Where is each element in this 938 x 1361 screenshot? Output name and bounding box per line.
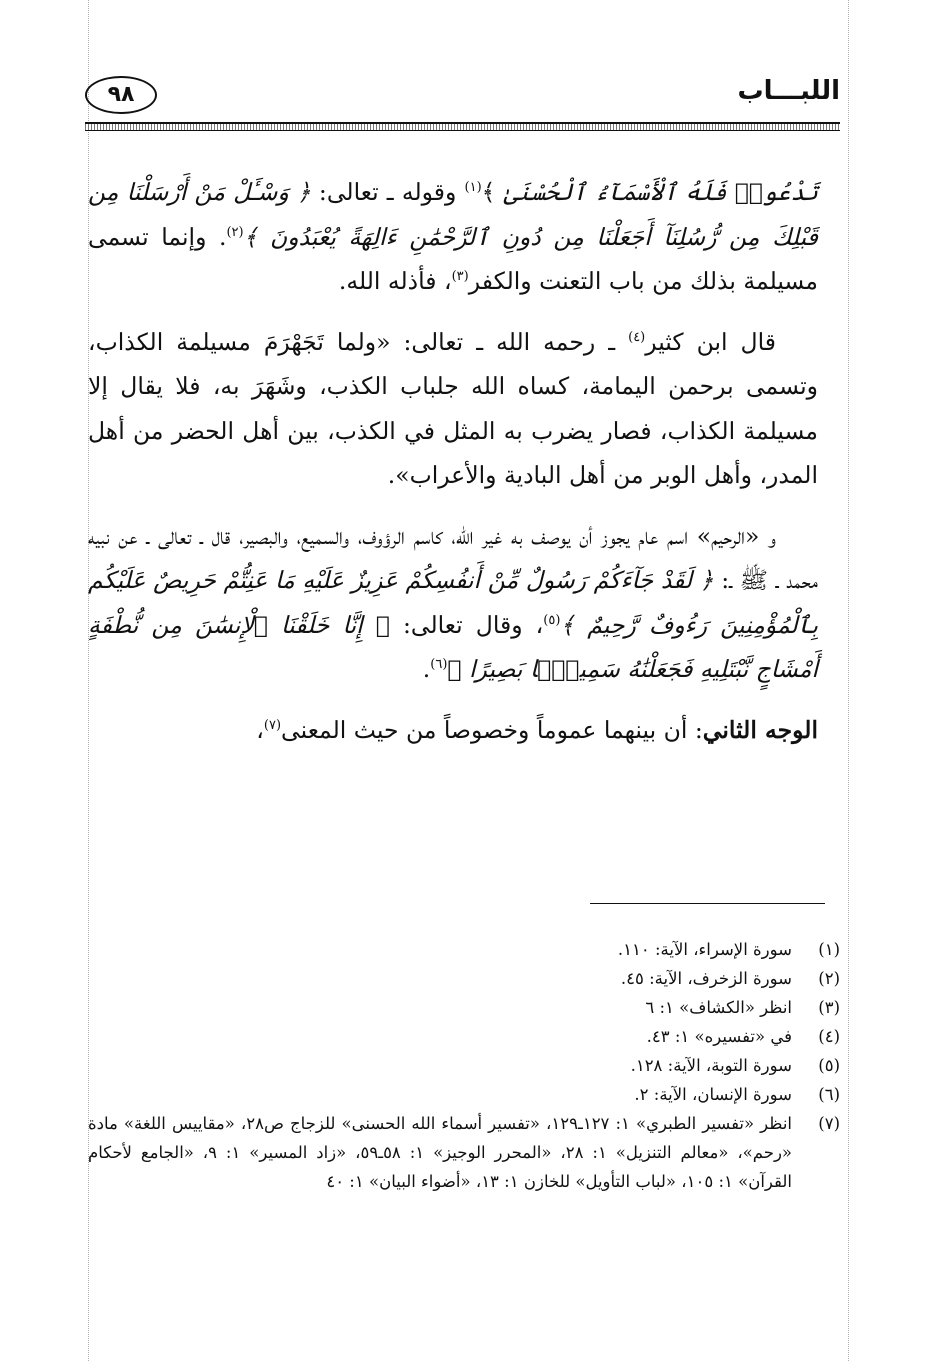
paragraph-text: قال ابن كثير [645,327,777,356]
footnote-ref: (١) [464,180,482,196]
paragraph-4 [88,708,818,753]
paragraph-text: . وإنما تسمى مسيلمة بذلك من باب التعنت والكفر [88,222,818,295]
running-title: اللبـــاب [737,76,840,106]
footnote-separator [590,903,825,904]
paragraph-text: ، وقال تعالى: [389,610,544,639]
footnote-ref: (٤) [628,329,646,345]
footnote [88,1051,840,1080]
paragraph-text: و «الرحيم» اسم عام يجوز أن يوصف به غير الله، كاسم الرؤوف، والسميع، والبصير، قال ـ تعالى ـ عن نبيه محمد ـ ﷺ ـ: [88,521,818,594]
footnote-text: في «تفسيره» ١: ٤٣. [646,1027,792,1046]
quran-verse: ﴿ وَسْـَٔلْ مَنْ أَرْسَلْنَا مِن قَبْلِكَ مِن رُّسُلِنَآ أَجَعَلْنَا مِن دُونِ ٱلرَّحْمَٰنِ ءَالِهَةً يُعْبَدُونَ ﴾ [88,178,818,251]
footnote-text: سورة الإسراء، الآية: ١١٠. [617,940,792,959]
footnote-text: سورة الزخرف، الآية: ٤٥. [620,969,792,988]
footnote-number: (٢) [818,969,840,988]
paragraph-text: : أن بينهما عموماً وخصوصاً من حيث المعنى [281,715,703,744]
paragraph-text: ، فأذله الله. [338,267,452,295]
footnote-number: (٣) [818,998,840,1017]
footnote-text: انظر «الكشاف» ١: ٦ [645,998,792,1017]
footnote-text: سورة الإنسان، الآية: ٢. [634,1085,792,1104]
footnote-number: (٦) [818,1085,840,1104]
footnote-text: انظر «تفسير الطبري» ١: ١٢٧ـ١٢٩، «تفسير أسماء الله الحسنى» للزجاج ص٢٨، «مقاييس اللغة» مادة «رحم»، «معالم التنزيل» ١: ٢٨، «المحرر الوجيز» ١: ٥٨ـ٥٩، «زاد المسير» ١: ٩، «الجامع لأحكام القرآن» ١: ١٠٥، «لباب التأويل» للخازن ١: ١٣، «أضواء البيان» ١: ٤٠ [88,1114,793,1191]
footnote-text: سورة التوبة، الآية: ١٢٨. [630,1056,792,1075]
paragraph-text: ، [256,715,264,744]
footnote-ref: (٣) [451,269,469,285]
paragraph-2 [88,320,818,498]
footnote [88,1022,840,1051]
header-rule [85,122,840,131]
footnote [88,993,840,1022]
quran-verse: ﴿ إِنَّا خَلَقْنَا ٱلْإِنسَٰنَ مِن نُّطْفَةٍ أَمْشَاجٍ نَّبْتَلِيهِ فَجَعَلْنَٰهُ سَمِيعًۢا بَصِيرًا ﴾ [88,610,818,683]
section-heading: الوجه الثاني [702,715,818,744]
page-header [85,68,840,118]
footnote-ref: (٥) [543,612,561,628]
footnote [88,1080,840,1109]
footnote-ref: (٢) [226,224,244,240]
paragraph-text: . [422,655,431,683]
paragraph-3 [88,514,818,692]
paragraph-text: وقوله ـ تعالى: [310,178,465,206]
footnote-number: (٤) [818,1027,840,1046]
quran-verse: ﴿ لَقَدْ جَآءَكُمْ رَسُولٌ مِّنْ أَنفُسِكُمْ عَزِيزٌ عَلَيْهِ مَا عَنِتُّمْ حَرِيصٌ عَلَيْكُم بِٱلْمُؤْمِنِينَ رَءُوفٌ رَّحِيمٌ ﴾ [88,566,819,639]
footnote [88,964,840,993]
footnote [88,935,840,964]
footnote-number: (٥) [818,1056,840,1075]
footnote-number: (٧) [818,1114,840,1133]
footnote-number: (١) [818,940,840,959]
footnote [88,1109,840,1196]
main-text [88,170,818,768]
footnote-ref: (٦) [430,657,448,673]
footnotes [88,935,840,1196]
paragraph-text: ـ رحمه الله ـ تعالى: «ولما تَجَهْرَمَ مسيلمة الكذاب، وتسمى برحمن اليمامة، كساه الله جلباب الكذب، وشَهَرَ به، فلا يقال إلا مسيلمة الكذاب، فصار يضرب به المثل في الكذب، بين أهل الحضر من أهل المدر، وأهل الوبر من أهل البادية والأعراب». [88,327,818,489]
page-number: ٩٨ [85,76,157,114]
guide-line [848,0,849,1361]
paragraph-1: تَدْعُوا۟ فَلَهُ ٱلْأَسْمَآءُ ٱلْحُسْنَىٰ ﴾$^{(١)}$ وقوله ـ تعالى: ﴿ وَسْـَٔلْ مَنْ أَرْسَلْنَا مِن قَبْلِكَ مِن رُّسُلِنَآ أَجَعَلْنَا مِن دُونِ ٱلرَّحْمَٰنِ ءَالِهَةً يُعْبَدُونَ ﴾$^{(٢)}$. وإنما تسمى مسيلمة بذلك من باب التعنت والكفر$^{(٣)}$، فأذله الله. [88,178,818,295]
quran-verse: تَدْعُوا۟ فَلَهُ ٱلْأَسْمَآءُ ٱلْحُسْنَىٰ [503,178,818,206]
footnote-ref: (٧) [263,717,282,733]
